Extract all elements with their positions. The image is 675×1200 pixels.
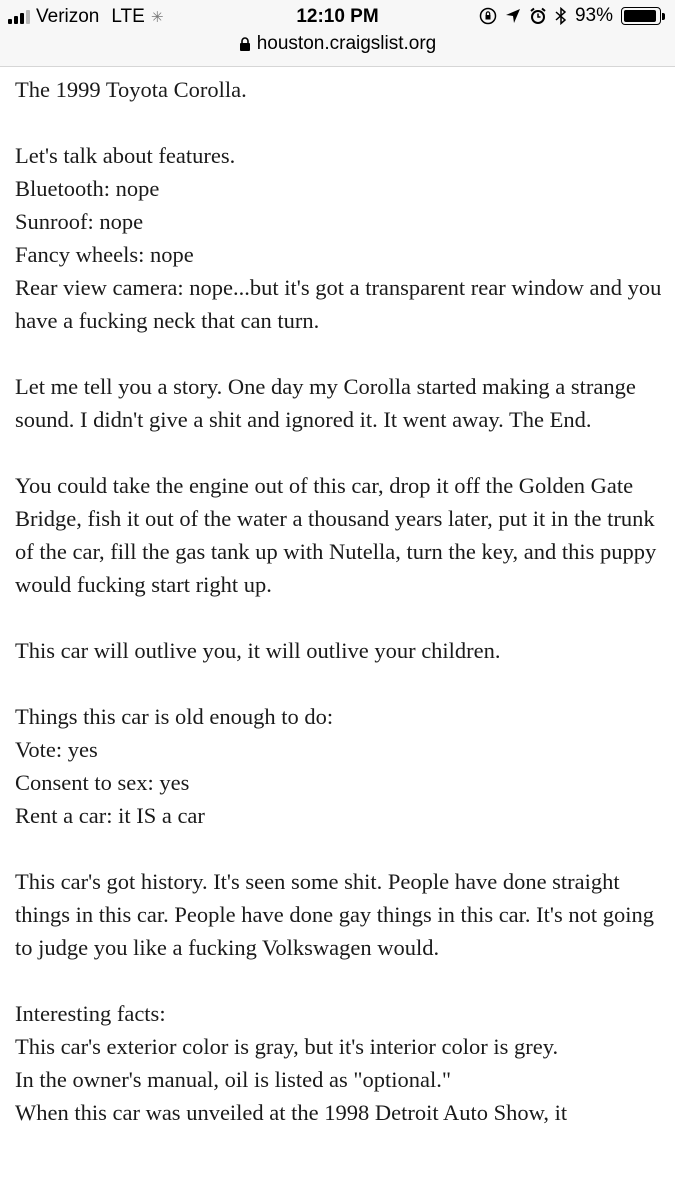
battery-percent: 93% [574, 5, 613, 26]
post-paragraph [15, 469, 665, 601]
post-paragraph [15, 73, 665, 106]
text-line: You could take the engine out of this car, drop it off the Golden Gate Bridge, fish it out of the water a thousand years later, put it in the trunk of the car, fill the gas tank up with Nutella, turn the key, and this puppy would fucking start right up. [15, 473, 657, 597]
post-paragraph [15, 700, 665, 832]
battery-icon [621, 7, 665, 25]
post-paragraph [15, 634, 665, 667]
post-paragraph [15, 139, 665, 337]
post-body [15, 73, 665, 1162]
text-line: Rent a car: it IS a car [15, 803, 205, 828]
status-time: 12:10 PM [296, 6, 379, 27]
alarm-icon [529, 7, 547, 25]
text-line: Bluetooth: nope [15, 176, 160, 201]
text-line: Interesting facts: [15, 1001, 166, 1026]
post-paragraph [15, 865, 665, 964]
bluetooth-icon [555, 7, 567, 25]
address-bar[interactable] [0, 33, 675, 55]
orientation-lock-icon [479, 7, 497, 25]
text-line: Things this car is old enough to do: [15, 704, 334, 729]
text-line: This car's got history. It's seen some shit. People have done straight things in this car. People have done gay things in this car. It's not going to judge you like a fucking Volkswagen would. [15, 869, 654, 960]
text-line: Let me tell you a story. One day my Corolla started making a strange sound. I didn't give a shit and ignored it. It went away. The End. [15, 374, 636, 432]
post-title-line: The 1999 Toyota Corolla. [15, 77, 247, 102]
browser-header [0, 0, 675, 67]
text-line: This car's exterior color is gray, but it's interior color is grey. [15, 1034, 559, 1059]
carrier-name: Verizon [36, 6, 100, 27]
status-right [479, 5, 665, 27]
text-line: Consent to sex: yes [15, 770, 190, 795]
text-line: When this car was unveiled at the 1998 Detroit Auto Show, it [15, 1100, 568, 1125]
text-line: Let's talk about features. [15, 143, 236, 168]
text-line: Vote: yes [15, 737, 98, 762]
url-text: houston.craigslist.org [256, 33, 437, 54]
location-arrow-icon [505, 8, 521, 24]
post-paragraph [15, 997, 665, 1129]
text-line: This car will outlive you, it will outlive your children. [15, 638, 501, 663]
network-type: LTE [111, 6, 145, 27]
text-line: In the owner's manual, oil is listed as "optional." [15, 1067, 452, 1092]
lock-icon [239, 37, 251, 52]
text-line: Fancy wheels: nope [15, 242, 194, 267]
activity-spinner-icon: ✳ [150, 9, 164, 26]
text-line: Rear view camera: nope...but it's got a transparent rear window and you have a fucking neck that can turn. [15, 275, 662, 333]
text-line: Sunroof: nope [15, 209, 144, 234]
post-paragraph [15, 370, 665, 436]
